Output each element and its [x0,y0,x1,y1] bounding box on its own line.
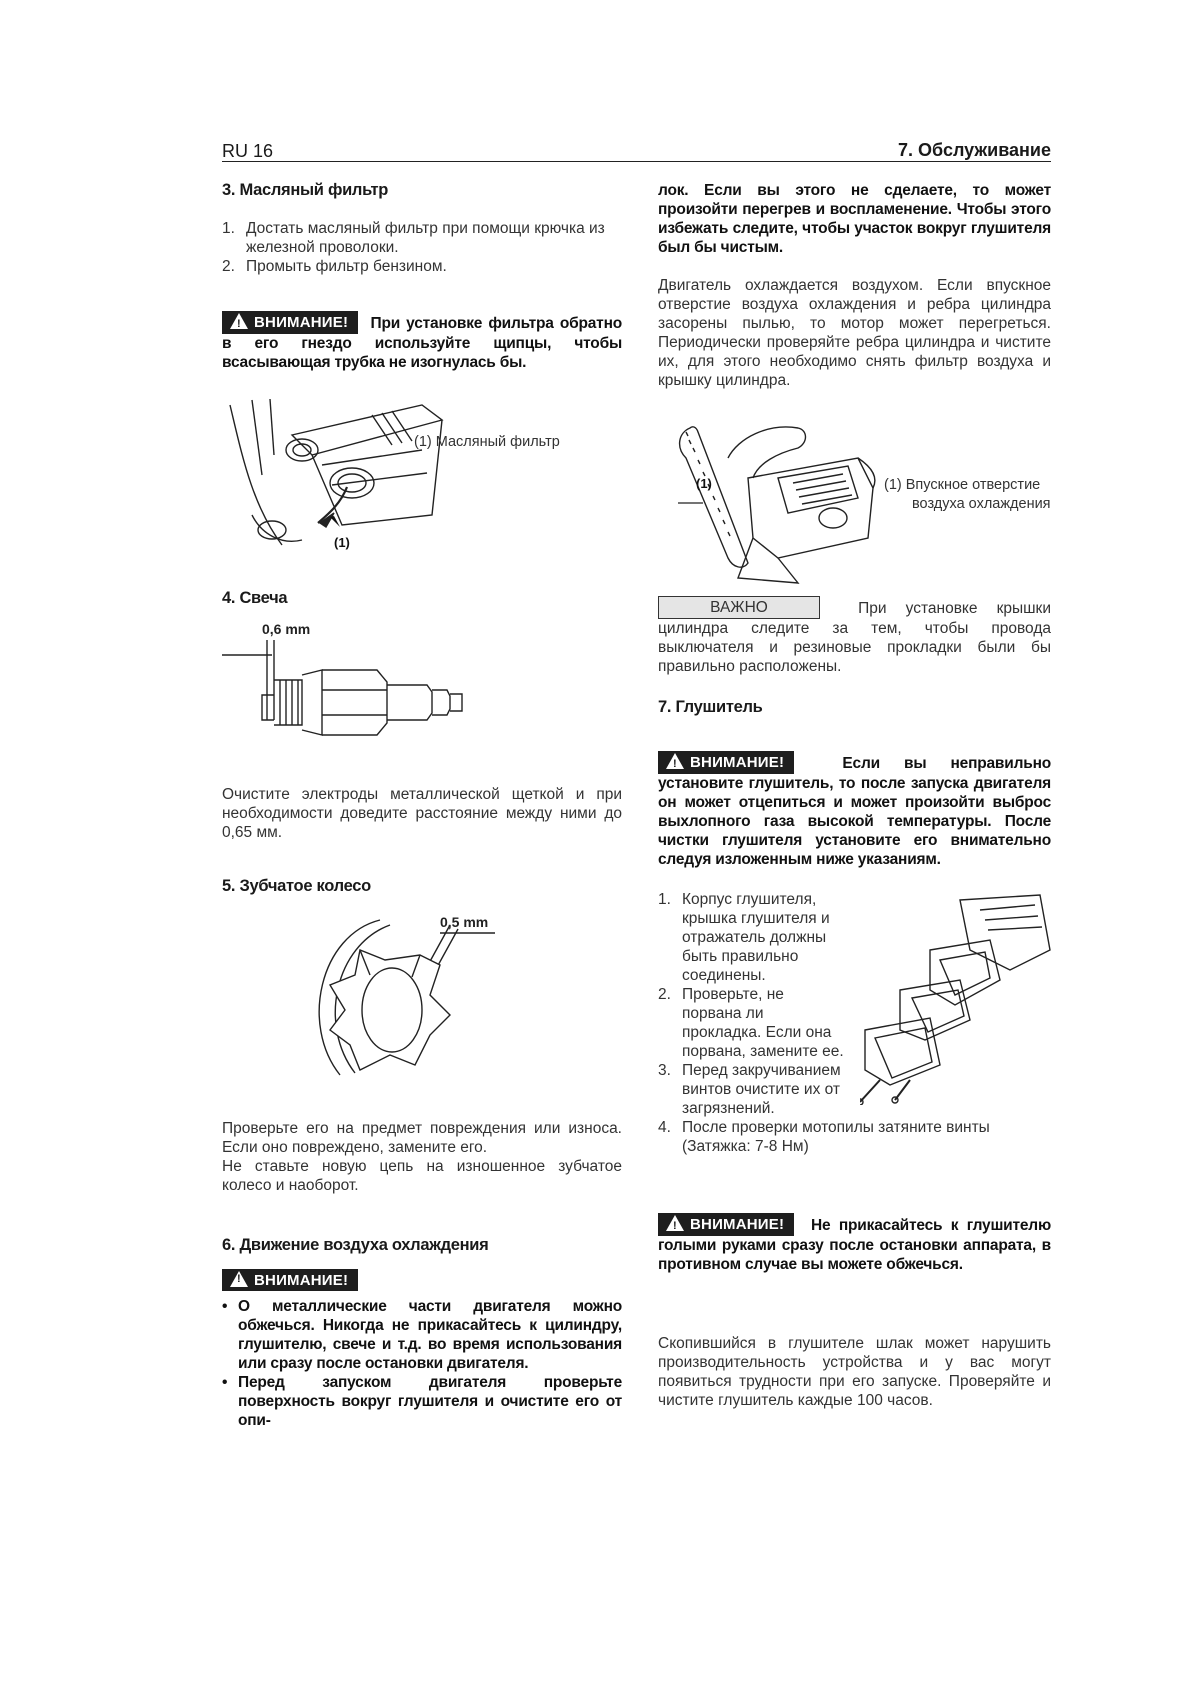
warning-text: При установке фильтра обратно в его гнездо используйте щипцы, чтобы всасывающая трубка не изогнулась бы. [222,315,622,371]
step-number: 1. [222,220,235,237]
warning-badge: !ВНИМАНИЕ! [222,311,358,334]
cooling-continued: лок. Если вы этого не сделаете, то может произойти перегрев и воспламенение. Чтобы этого избежать следите, чтобы участок вокруг глушителя был бы чистым. [658,182,1051,256]
step-text: Достать масляный фильтр при помощи крючка из железной проволоки. [246,220,605,256]
step-number: 4. [658,1119,671,1136]
cooling-warning [222,1269,358,1291]
warning-text: Не прикасайтесь к глушителю голыми руками сразу после остановки аппарата, в противном случае вы можете обжечься. [658,1217,1051,1273]
step-number: 3. [658,1062,671,1079]
oil-filter-warning [222,311,622,372]
chainsaw-figure [658,418,1058,588]
muffler-warning-2 [658,1213,1051,1274]
cooling-bullets [222,1297,622,1430]
page-number: RU 16 [222,141,274,161]
cooling-paragraph: Двигатель охлаждается воздухом. Если впускное отверстие воздуха охлаждения и ребра цилиндра засорены пылью, то мотор может перегреться. Периодически проверяйте ребра цилиндра и чистите их, для этого необходимо снять фильтр воздуха и крышку цилиндра. [658,277,1051,389]
step-text: Проверьте, не порвана ли прокладка. Если она порвана, замените ее. [682,986,844,1060]
important-text: При установке крышки цилиндра следите за тем, чтобы провода выключателя и резиновые прокладки были бы правильно расположены. [658,600,1051,675]
important-note [658,596,1051,676]
muffler-title: 7. Глушитель [658,698,763,716]
list-item [658,1118,1052,1156]
chapter-title: 7. Обслуживание [898,140,1051,160]
figure-marker: (1) [334,535,350,550]
sprocket-text-1: Проверьте его на предмет повреждения или износа. Если оно повреждено, замените его. [222,1120,622,1156]
step-text: Перед закручиванием винтов очистите их от загрязнений. [682,1062,841,1117]
gap-label: 0,6 mm [262,621,311,637]
important-badge: ВАЖНО [658,596,820,619]
figure-caption-2: воздуха охлаждения [912,496,1051,512]
spark-plug-title: 4. Свеча [222,589,288,607]
header-rule [222,161,1051,162]
figure-caption: (1) Масляный фильтр [414,434,560,450]
sprocket-text-2: Не ставьте новую цепь на изношенное зубчатое колесо и наоборот. [222,1158,622,1194]
list-item [658,1061,846,1118]
muffler-steps [658,890,990,1156]
warning-triangle-icon [230,313,248,329]
step-number: 2. [222,258,235,275]
step-text: Корпус глушителя, крышка глушителя и отражатель должны быть правильно соединены. [682,891,830,984]
muffler-paragraph: Скопившийся в глушителе шлак может нарушить производительность устройства и у вас могут появиться трудности при его запуске. Проверяйте и чистите глушитель каждые 100 часов. [658,1335,1051,1409]
cooling-title: 6. Движение воздуха охлаждения [222,1236,489,1254]
sprocket-figure [300,905,510,1085]
list-item [658,985,846,1061]
list-item: • Перед запуском двигателя проверьте поверхность вокруг глушителя и очистите его от опи- [222,1373,622,1430]
list-item [222,257,622,276]
warning-triangle-icon [230,1271,248,1287]
spark-plug-figure [222,620,482,750]
warning-badge: !ВНИМАНИЕ! [658,751,794,774]
figure-caption-1: (1) Впускное отверстие [884,477,1041,493]
warning-badge: !ВНИМАНИЕ! [222,1269,358,1291]
step-text: Промыть фильтр бензином. [246,258,447,275]
step-number: 1. [658,891,671,908]
list-item [222,219,622,257]
step-text: После проверки мотопилы затяните винты (Затяжка: 7-8 Нм) [682,1119,990,1155]
warning-badge: !ВНИМАНИЕ! [658,1213,794,1236]
warning-text: Если вы неправильно установите глушитель, то после запуска двигателя он может отцепиться и может произойти выброс выхлопного газа высокой температуры. После чистки глушителя установите его внимательно следуя изложенным ниже указаниям. [658,755,1051,868]
step-number: 2. [658,986,671,1003]
list-item [658,890,846,985]
figure-marker: (1) [696,476,712,491]
oil-filter-title: 3. Масляный фильтр [222,181,389,199]
list-item: • О металлические части двигателя можно обжечься. Никогда не прикасайтесь к цилиндру, глушителю, свече и т.д. во время использования или сразу после остановки двигателя. [222,1297,622,1373]
warning-triangle-icon [666,1215,684,1231]
warning-triangle-icon [666,753,684,769]
spark-plug-text: Очистите электроды металлической щеткой и при необходимости доведите расстояние между ними до 0,65 мм. [222,786,622,841]
oil-filter-figure [222,395,630,555]
muffler-warning [658,751,1051,869]
oil-filter-steps [222,219,622,276]
muffler-figure [860,890,1055,1105]
gap-label: 0,5 mm [440,914,489,930]
sprocket-title: 5. Зубчатое колесо [222,877,371,895]
